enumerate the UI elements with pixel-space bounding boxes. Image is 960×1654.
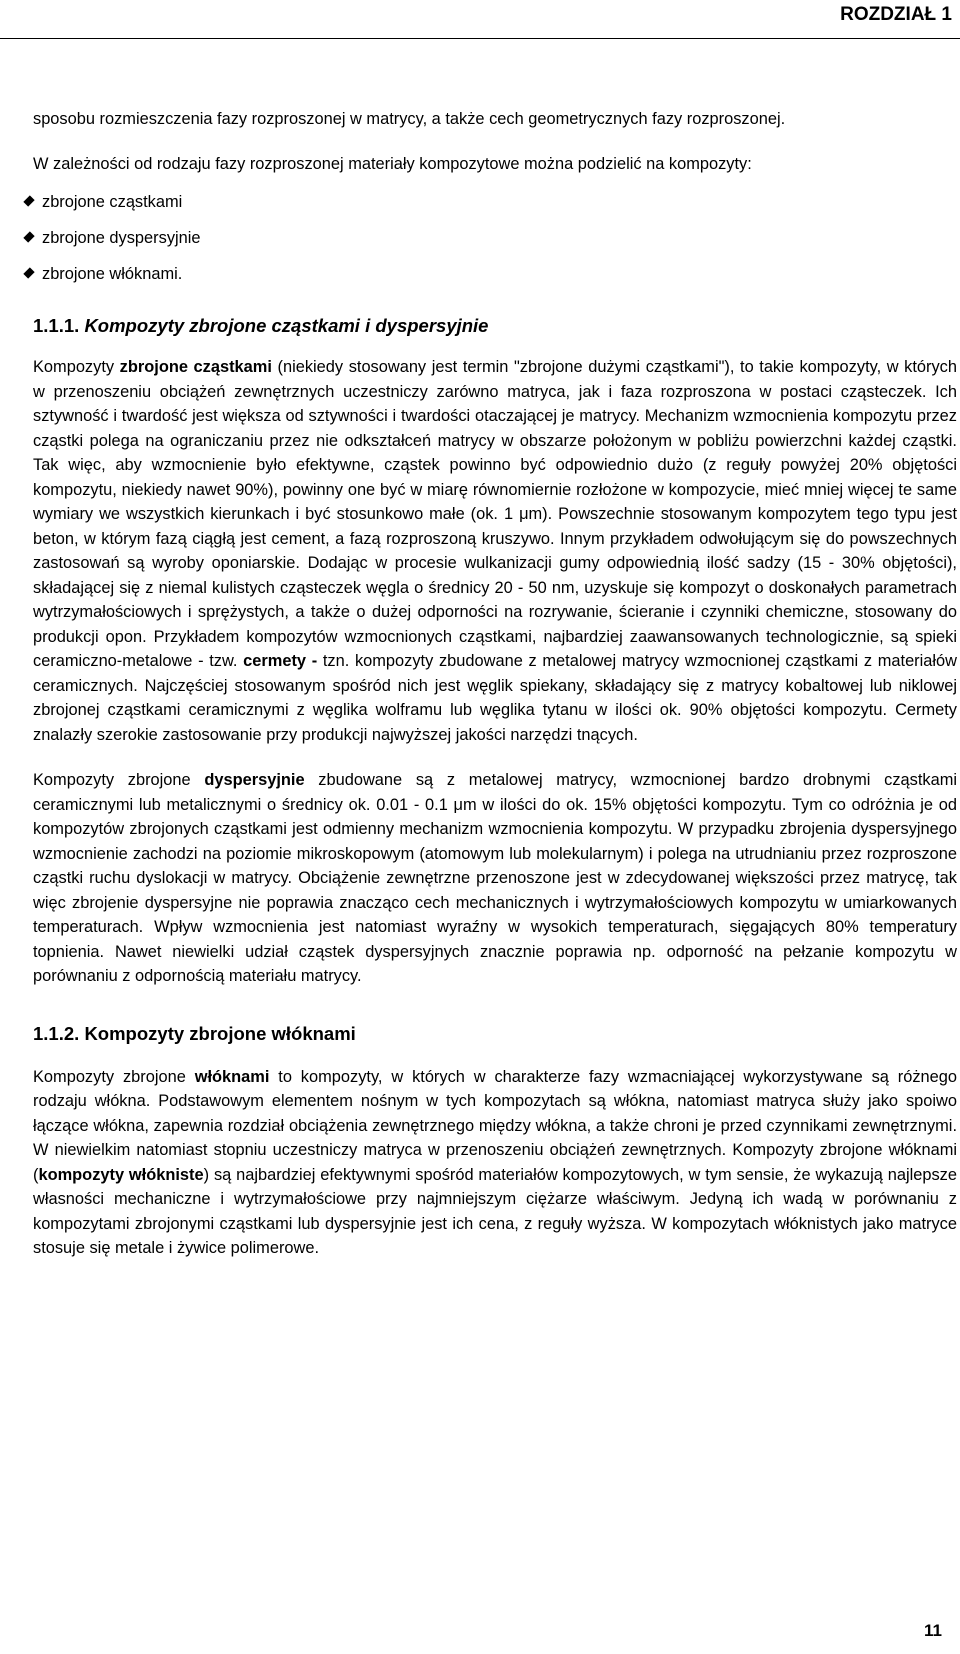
diamond-bullet-icon — [23, 231, 34, 242]
section-number: 1.1.2. — [33, 1022, 80, 1044]
text-run: tzn. kompozyty zbudowane z metalowej matrycy wzmocnionej cząstkami z materiałów ceramicznych. Najczęściej stosowanym spośród nich jest węglik spiekany, składający się z matrycy kobaltowej lub niklowej zbrojonej cząstkami ceramicznymi z węglika wolframu lub węglika tytanu w ilości ok. 90% objętości kompozytu. Cermety znalazły szerokie zastosowanie przy produkcji najwyższej jakości narzędzi tnących. — [33, 652, 957, 744]
chapter-title: ROZDZIAŁ 1 — [840, 4, 952, 25]
section-heading-particles — [33, 314, 957, 338]
page-content — [33, 107, 957, 1261]
page-number: 11 — [924, 1621, 942, 1640]
text-run: Kompozyty zbrojone — [33, 771, 205, 789]
paragraph-particle-composites — [33, 355, 957, 747]
text-run: m w ilości do ok. 15% objętości kompozytu. Tym co odróżnia je od kompozytów zbrojonych cząstkami jest odmienny mechanizm wzmocnienia kompozytu. W przypadku zbrojenia dyspersyjnego wzmocnienie zachodzi na poziomie mikroskopowym (atomowym lub molekularnym) i polega na utrudnianiu przez rozproszone cząstki ruchu dyslokacji w matrycy. Obciążenie zewnętrzne przenoszone jest w zdecydowanej większości przez matrycę, tak więc zbrojenie dyspersyjne nie poprawia znacząco cech mechanicznych i wytrzymałościowych kompozytu w umiarkowanych temperaturach. Wpływ wzmocnienia jest natomiast wyraźny w wysokich temperaturach, sięgających 80% temperatury topnienia. Nawet niewielki udział cząstek dyspersyjnych znacznie poprawia np. odporność na pełzanie kompozytu w porównaniu z odpornością materiału matrycy. — [33, 795, 957, 985]
diamond-bullet-icon — [23, 195, 34, 206]
text-run: Kompozyty — [33, 358, 120, 376]
section-title: Kompozyty zbrojone cząstkami i dyspersyjnie — [84, 315, 489, 336]
list-item — [33, 220, 957, 256]
bold-term: dyspersyjnie — [204, 771, 305, 789]
text-run: zbudowane są z metalowej matrycy, wzmocnionej bardzo drobnymi cząstkami ceramicznymi lub metalicznymi o średnicy ok. 0.01 - 0.1 — [33, 771, 957, 814]
section-title: Kompozyty zbrojone włóknami — [84, 1022, 356, 1044]
text-run: ) są najbardziej efektywnymi spośród materiałów kompozytowych, w tym sensie, że wykazują najlepsze własności mechaniczne i wytrzymałościowe przy najmniejszym ciężarze właściwym. Jedyną ich wadą w porównaniu z kompozytami zbrojonymi cząstkami lub dyspersyjnie jest ich cena, z reguły wyższa. W kompozytach włóknistych jako matryce stosuje się metale i żywice polimerowe. — [33, 1165, 957, 1257]
text-run: (niekiedy stosowany jest termin "zbrojone dużymi cząstkami"), to takie kompozyty, w których w przenoszeniu obciążeń zewnętrznych uczestniczy zarówno matryca, jak i faza rozproszona w postaci cząsteczek. Ich sztywność i twardość jest większa od sztywności i twardości otaczającej je matrycy. Mechanizm wzmocnienia kompozytu przez cząstki polega na ograniczaniu przez nie odkształceń matrycy w obszarze położonym w pobliżu powierzchni każdej cząstki. Tak więc, aby wzmocnienie było efektywne, cząstek powinno być odpowiednio dużo (z reguły powyżej 20% objętości kompozytu, niekiedy nawet 90%), powinny one być w miarę równomiernie rozłożone w kompozycie, mieć mniej więcej te same wymiary we wszystkich kierunkach i być stosunkowo małe (ok. 1 — [33, 358, 957, 523]
list-item-text: zbrojone włóknami. — [42, 265, 183, 283]
bold-term: włóknami — [194, 1067, 270, 1086]
list-item — [33, 256, 957, 292]
composite-types-lead: W zależności od rodzaju fazy rozproszonej materiały kompozytowe można podzielić na kompozyty: — [33, 154, 752, 173]
diamond-bullet-icon — [23, 267, 34, 278]
composite-types-list — [33, 184, 957, 292]
list-item-text: zbrojone cząstkami — [42, 193, 183, 211]
bold-term: cermety - — [243, 652, 318, 670]
chapter-header — [0, 0, 960, 39]
mu-symbol: μ — [453, 795, 463, 814]
continued-paragraph: sposobu rozmieszczenia fazy rozproszonej w matrycy, a także cech geometrycznych fazy rozproszonej. — [33, 110, 786, 128]
list-item-text: zbrojone dyspersyjnie — [42, 229, 201, 247]
paragraph-dispersion-composites — [33, 768, 957, 989]
text-run: m). Powszechnie stosowanym kompozytem tego typu jest beton, w którym fazą ciągłą jest cement, a fazą rozproszoną kruszywo. Innym przykładem odwołującym się do powszechnych zastosowań są wyroby oponiarskie. Dodając w procesie wulkanizacji gumy odpowiednią ilość sadzy (15 - 30% objętości), składającej się z niemal kulistych cząsteczek węgla o średnicy 20 - 50 nm, uzyskuje się kompozyt o doskonałych parametrach wytrzymałościowych i sprężystych, a także o dużej odporności na rozrywanie, ścieranie i czynniki chemiczne, stosowany do produkcji opon. Przykładem kompozytów wzmocnionych cząstkami, najbardziej zaawansowanych technologicznie, są spieki ceramiczno-metalowe - tzw. — [33, 505, 957, 670]
text-run: to kompozyty, w których w charakterze fazy wzmacniającej wykorzystywane są różnego rodzaju włókna. Podstawowym elementem nośnym w tych kompozytach są włókna, natomiast matryca służy jako spoiwo łączące włókna, zapewnia rozdział obciążenia zewnętrznego między włókna, a także chroni je przed czynnikami zewnętrznymi. W niewielkim natomiast stopniu uczestniczy matryca w przenoszeniu obciążeń zewnętrznych. Kompozyty zbrojone włóknami ( — [33, 1067, 957, 1184]
section-heading-fibers — [33, 1022, 957, 1046]
section-number: 1.1.1. — [33, 315, 80, 336]
mu-symbol: μ — [519, 505, 529, 523]
paragraph-fiber-composites — [33, 1065, 957, 1261]
bold-term: zbrojone cząstkami — [119, 358, 272, 376]
list-item — [33, 184, 957, 220]
bold-term: kompozyty włókniste — [38, 1165, 204, 1184]
text-run: Kompozyty zbrojone — [33, 1067, 195, 1086]
